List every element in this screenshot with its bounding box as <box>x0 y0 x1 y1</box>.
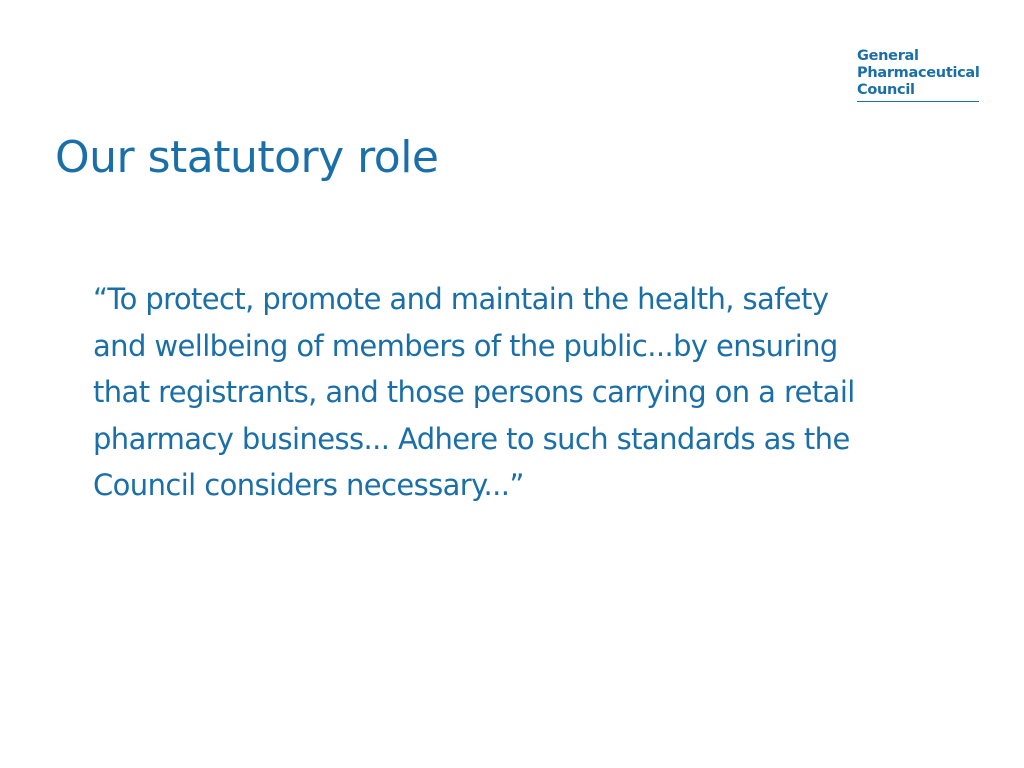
quote-line-5: Council considers necessary...” <box>93 468 524 502</box>
logo-line-council: Council <box>857 82 915 98</box>
logo-line-general: General <box>857 48 919 64</box>
quote-line-1: “To protect, promote and maintain the health, safety <box>93 282 829 316</box>
gpc-logo <box>857 48 979 102</box>
logo-line-pharmaceutical: Pharmaceutical <box>857 65 980 81</box>
slide-title: Our statutory role <box>55 132 439 183</box>
statutory-role-quote <box>93 276 963 509</box>
logo-underline <box>857 101 979 102</box>
quote-line-2: and wellbeing of members of the public...by ensuring <box>93 328 838 363</box>
quote-line-4: pharmacy business... Adhere to such standards as the <box>93 421 850 456</box>
quote-line-3: that registrants, and those persons carrying on a retail <box>93 375 855 409</box>
